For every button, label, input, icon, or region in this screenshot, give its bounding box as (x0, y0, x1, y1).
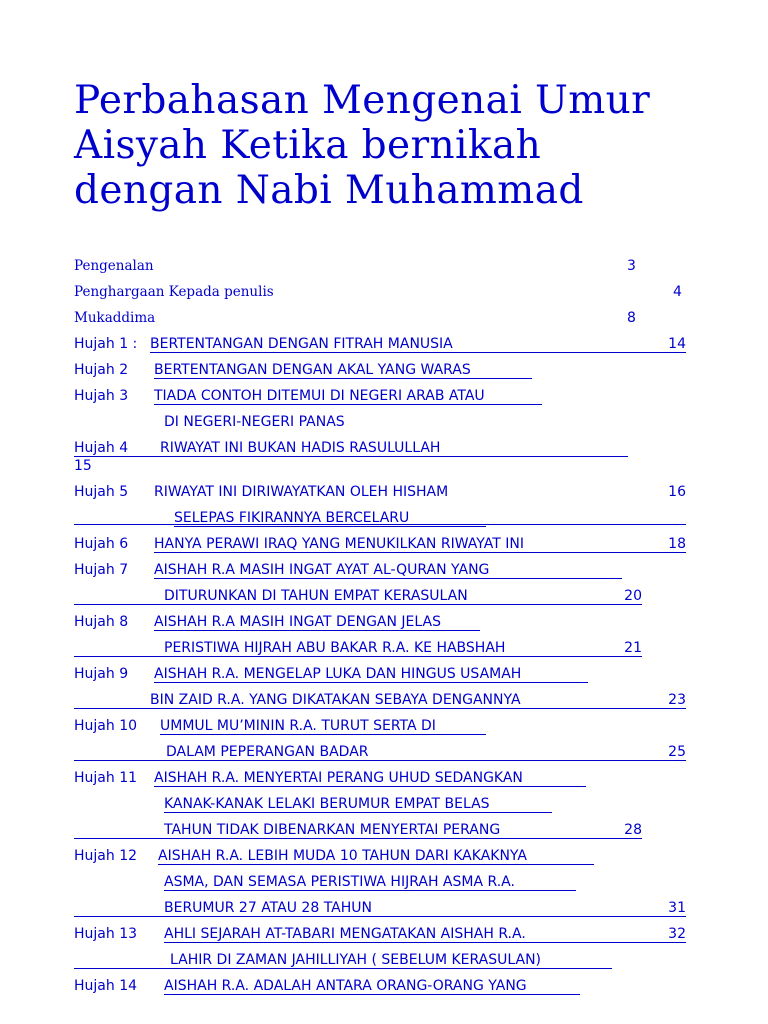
toc-label: Hujah 7 (74, 562, 129, 578)
toc-link[interactable]: AISHAH R.A. MENYERTAI PERANG UHUD SEDANGKAN (154, 770, 586, 787)
toc-link[interactable]: BERTENTANGAN DENGAN AKAL YANG WARAS (154, 362, 532, 379)
toc-link[interactable]: RIWAYAT INI DIRIWAYATKAN OLEH HISHAM 16 (154, 484, 686, 500)
toc-label[interactable]: Penghargaan Kepada penulis (74, 284, 274, 300)
toc-label: Hujah 12 (74, 848, 138, 864)
toc-link[interactable]: KANAK-KANAK LELAKI BERUMUR EMPAT BELAS (164, 796, 552, 813)
toc-link[interactable]: LAHIR DI ZAMAN JAHILLIYAH ( SEBELUM KERASULAN) (74, 952, 612, 969)
toc-page: 21 (624, 640, 642, 656)
toc-page: 8 (627, 310, 636, 326)
toc-link[interactable]: TIADA CONTOH DITEMUI DI NEGERI ARAB ATAU (154, 388, 542, 405)
toc-link[interactable]: DALAM PEPERANGAN BADAR 25 (74, 744, 686, 761)
toc-label[interactable]: Mukaddima (74, 310, 156, 326)
toc-link[interactable]: SELEPAS FIKIRANNYA BERCELARU (174, 510, 486, 527)
toc-page: 32 (668, 926, 686, 942)
toc-link[interactable]: BERUMUR 27 ATAU 28 TAHUN 31 (74, 900, 686, 917)
toc-page: 23 (668, 692, 686, 708)
toc-page: 4 (673, 284, 682, 300)
toc-page: 20 (624, 588, 642, 604)
page-title (74, 78, 754, 213)
toc-page: 18 (668, 536, 686, 552)
toc-page: 31 (668, 900, 686, 916)
toc-label: Hujah 5 (74, 484, 129, 500)
toc-label: Hujah 1 : (74, 336, 138, 352)
toc-link[interactable]: AISHAH R.A MASIH INGAT AYAT AL-QURAN YANG (154, 562, 622, 579)
toc-link[interactable]: UMMUL MU’MININ R.A. TURUT SERTA DI (160, 718, 486, 735)
toc-label: Hujah 4 (74, 440, 129, 456)
toc-label: Hujah 9 (74, 666, 129, 682)
toc-page: 25 (668, 744, 686, 760)
toc-page: 14 (668, 336, 686, 352)
title-line: Aisyah Ketika bernikah (74, 123, 542, 168)
toc-link[interactable]: BIN ZAID R.A. YANG DIKATAKAN SEBAYA DENGANNYA 23 (74, 692, 686, 709)
title-line: Perbahasan Mengenai Umur (74, 78, 651, 123)
toc-label: Hujah 13 (74, 926, 138, 942)
toc-label[interactable]: Pengenalan (74, 258, 154, 274)
toc-label: Hujah 6 (74, 536, 129, 552)
toc-link[interactable]: TAHUN TIDAK DIBENARKAN MENYERTAI PERANG 28 (74, 822, 642, 839)
toc-page: 15 (74, 458, 92, 474)
toc-label: Hujah 8 (74, 614, 129, 630)
toc-page: 3 (627, 258, 636, 274)
toc-link[interactable]: AISHAH R.A. ADALAH ANTARA ORANG-ORANG YANG (164, 978, 580, 995)
toc-link[interactable]: DITURUNKAN DI TAHUN EMPAT KERASULAN 20 (74, 588, 642, 605)
toc-label: Hujah 10 (74, 718, 138, 734)
title-line: dengan Nabi Muhammad (74, 168, 584, 213)
toc-link[interactable]: HANYA PERAWI IRAQ YANG MENUKILKAN RIWAYAT INI 18 (154, 536, 686, 552)
toc-link[interactable]: AISHAH R.A. LEBIH MUDA 10 TAHUN DARI KAKAKNYA (158, 848, 594, 865)
toc-page: 28 (624, 822, 642, 838)
toc-link[interactable]: PERISTIWA HIJRAH ABU BAKAR R.A. KE HABSHAH 21 (74, 640, 642, 657)
toc-link[interactable]: Hujah 4 RIWAYAT INI BUKAN HADIS RASULULLAH (74, 440, 628, 457)
toc-link[interactable]: BERTENTANGAN DENGAN FITRAH MANUSIA 14 (150, 336, 686, 352)
toc-label: Hujah 11 (74, 770, 138, 786)
toc-label: Hujah 3 (74, 388, 129, 404)
toc-label: Hujah 2 (74, 362, 129, 378)
toc-link[interactable]: AHLI SEJARAH AT-TABARI MENGATAKAN AISHAH R.A. 32 (164, 926, 686, 942)
toc-page: 16 (668, 484, 686, 500)
toc-label: Hujah 14 (74, 978, 138, 994)
toc-link[interactable]: AISHAH R.A MASIH INGAT DENGAN JELAS (154, 614, 480, 631)
toc-link[interactable]: DI NEGERI-NEGERI PANAS (164, 414, 345, 430)
toc-link[interactable]: ASMA, DAN SEMASA PERISTIWA HIJRAH ASMA R.A. (164, 874, 576, 891)
toc-link[interactable]: AISHAH R.A. MENGELAP LUKA DAN HINGUS USAMAH (154, 666, 588, 683)
